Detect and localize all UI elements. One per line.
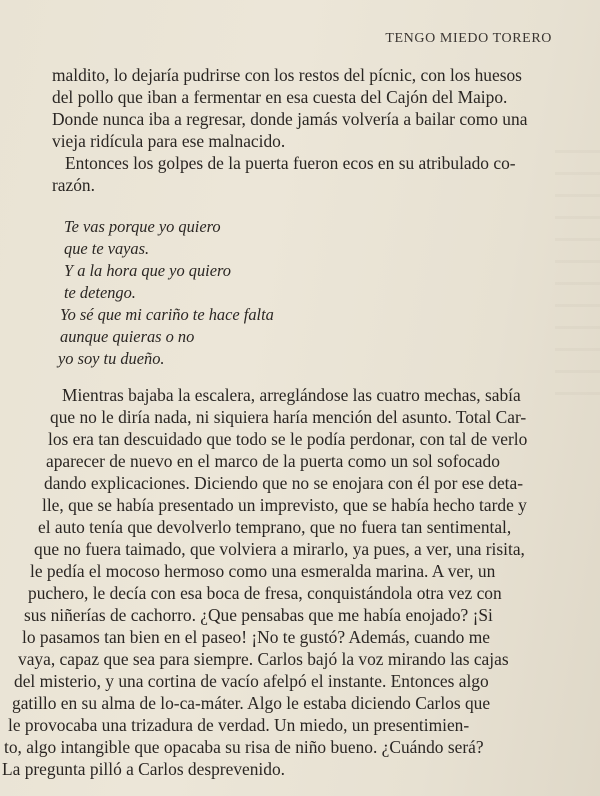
text-line: que no le diría nada, ni siquiera haría mención del asunto. Total Car- [50,407,527,427]
text-line: Mientras bajaba la escalera, arreglándose las cuatro mechas, sabía [62,385,521,405]
text-line: razón. [52,175,95,195]
text-line: del misterio, y una cortina de vacío afelpó el instante. Entonces algo [14,671,489,691]
verse-line: yo soy tu dueño. [58,349,165,368]
show-through-text [555,150,600,410]
text-line: que no fuera taimado, que volviera a mirarlo, ya pues, a ver, una risita, [34,539,525,559]
verse-line: Y a la hora que yo quiero [64,261,231,280]
text-line: dando explicaciones. Diciendo que no se enojara con él por ese deta- [44,473,524,493]
text-line: aparecer de nuevo en el marco de la puerta como un sol sofocado [46,451,500,471]
text-line: puchero, le decía con esa boca de fresa, conquistándola otra vez con [28,583,502,603]
verse-line: Te vas porque yo quiero [64,217,221,236]
text-line: La pregunta pilló a Carlos desprevenido. [2,759,285,779]
text-line: los era tan descuidado que todo se le podía perdonar, con tal de verlo [48,429,528,449]
text-line: le provocaba una trizadura de verdad. Un miedo, un presentimien- [8,715,470,735]
text-line: sus niñerías de cachorro. ¿Que pensabas que me había enojado? ¡Si [24,605,493,625]
text-line: lo pasamos tan bien en el paseo! ¡No te gustó? Además, cuando me [22,627,490,647]
verse-line: te detengo. [64,283,136,302]
verse-line: aunque quieras o no [60,327,195,346]
text-line: Donde nunca iba a regresar, donde jamás volvería a bailar como una [52,109,528,129]
text-line: vieja ridícula para ese malnacido. [52,131,286,151]
text-line: maldito, lo dejaría pudrirse con los restos del pícnic, con los huesos [52,65,522,85]
text-line: el auto tenía que devolverlo temprano, que no fuera tan sentimental, [38,517,512,537]
text-line: del pollo que iban a fermentar en esa cuesta del Cajón del Maipo. [52,87,508,107]
text-line: le pedía el mocoso hermoso como una esmeralda marina. A ver, un [30,561,496,581]
verse-line: Yo sé que mi cariño te hace falta [60,305,274,324]
verse-line: que te vayas. [64,239,150,258]
running-head: TENGO MIEDO TORERO [385,31,552,46]
text-line: to, algo intangible que opacaba su risa de niño bueno. ¿Cuándo será? [4,737,484,757]
text-line: vaya, capaz que sea para siempre. Carlos bajó la voz mirando las cajas [18,649,509,669]
text-line: Entonces los golpes de la puerta fueron ecos en su atribulado co- [65,153,516,173]
text-line: lle, que se había presentado un imprevisto, que se había hecho tarde y [42,495,527,515]
text-line: gatillo en su alma de lo-ca-máter. Algo le estaba diciendo Carlos que [12,693,491,713]
